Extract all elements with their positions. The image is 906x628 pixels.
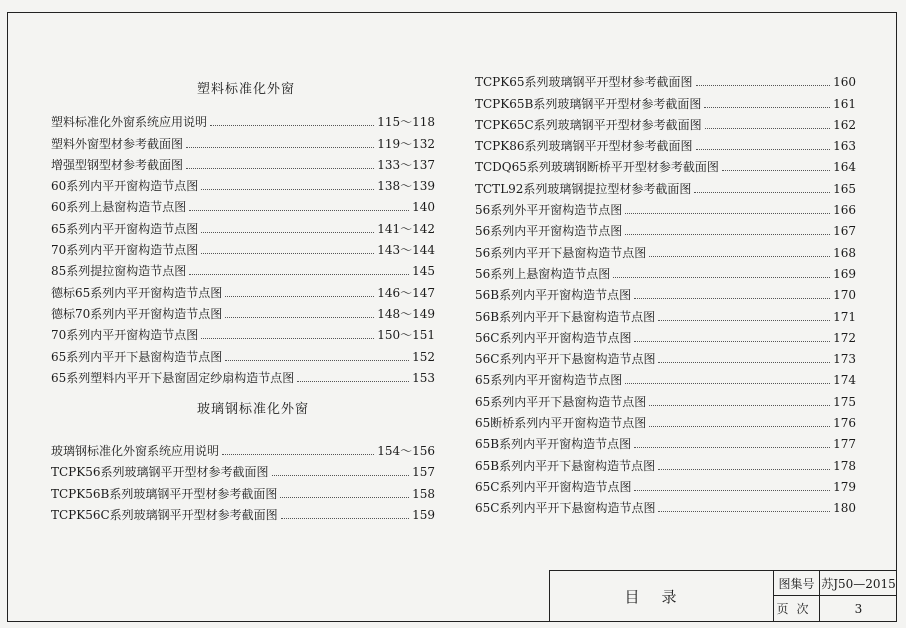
toc-entry-title: 65系列内平开下悬窗构造节点图 — [475, 394, 647, 409]
toc-entry-page: 158 — [412, 486, 435, 501]
toc-entry-page: 133～137 — [377, 157, 435, 172]
toc-leader-dots — [658, 511, 830, 512]
toc-entry-page: 145 — [412, 264, 435, 279]
toc-leader-dots — [634, 447, 830, 448]
toc-leader-dots — [634, 490, 830, 491]
toc-entry-page: 143～144 — [377, 243, 435, 258]
toc-entry-title: 塑料标准化外窗系统应用说明 — [51, 115, 208, 130]
toc-entry-title: 56系列上悬窗构造节点图 — [475, 266, 611, 281]
toc-entry-title: 65系列内平开下悬窗构造节点图 — [51, 349, 223, 364]
toc-entry-title: TCPK86系列玻璃钢平开型材参考截面图 — [475, 139, 693, 154]
toc-entry-title: 65B系列内平开窗构造节点图 — [475, 437, 632, 452]
toc-entry-page: 119～132 — [377, 136, 435, 151]
toc-entry-title: TCPK65C系列玻璃钢平开型材参考截面图 — [475, 117, 702, 132]
toc-entry — [475, 451, 856, 472]
toc-leader-dots — [634, 341, 830, 342]
toc-entry — [475, 174, 856, 195]
toc-leader-dots — [189, 210, 409, 211]
toc-left-column — [51, 108, 435, 522]
toc-entry — [475, 409, 856, 430]
toc-entry — [475, 111, 856, 132]
toc-entry-page: 177 — [833, 437, 856, 452]
toc-entry-title: 56B系列内平开下悬窗构造节点图 — [475, 309, 656, 324]
toc-entry-title: 玻璃钢标准化外窗系统应用说明 — [51, 444, 220, 459]
toc-entry-page: 173 — [833, 352, 856, 367]
toc-entry-title: TCPK65系列玻璃钢平开型材参考截面图 — [475, 75, 693, 90]
toc-entry-title: 65系列内平开窗构造节点图 — [51, 221, 199, 236]
toc-entry-page: 161 — [833, 96, 856, 111]
toc-entry — [475, 238, 856, 259]
toc-list-right — [475, 68, 856, 515]
toc-leader-dots — [649, 426, 830, 427]
toc-entry — [51, 342, 435, 363]
toc-leader-dots — [694, 192, 830, 193]
toc-leader-dots — [225, 317, 374, 318]
toc-entry — [475, 217, 856, 238]
toc-entry-title: 60系列上悬窗构造节点图 — [51, 200, 187, 215]
atlas-number-value: 苏J50—2015 — [820, 571, 897, 596]
toc-entry-title: TCPK56C系列玻璃钢平开型材参考截面图 — [51, 508, 278, 523]
toc-entry-title: 塑料外窗型材参考截面图 — [51, 136, 184, 151]
toc-entry — [475, 430, 856, 451]
toc-leader-dots — [613, 277, 830, 278]
toc-entry-title: 65C系列内平开下悬窗构造节点图 — [475, 501, 656, 516]
section-heading-fiberglass: 玻璃钢标准化外窗 — [197, 402, 310, 417]
toc-entry-title: 56B系列内平开窗构造节点图 — [475, 288, 632, 303]
toc-entry-title: TCPK56系列玻璃钢平开型材参考截面图 — [51, 465, 269, 480]
toc-entry-title: 德标70系列内平开窗构造节点图 — [51, 306, 223, 321]
toc-entry-page: 167 — [833, 224, 856, 239]
toc-entry-title: 增强型钢型材参考截面图 — [51, 157, 184, 172]
toc-leader-dots — [201, 232, 374, 233]
toc-list-fiberglass — [51, 437, 435, 522]
toc-entry — [51, 364, 435, 385]
toc-leader-dots — [658, 362, 830, 363]
atlas-number-label: 图集号 — [774, 571, 820, 596]
toc-entry-page: 164 — [833, 160, 856, 175]
toc-entry-page: 172 — [833, 330, 856, 345]
toc-leader-dots — [658, 469, 830, 470]
toc-entry-page: 159 — [412, 508, 435, 523]
toc-list-plastic — [51, 108, 435, 385]
toc-entry — [51, 257, 435, 278]
toc-entry-page: 179 — [833, 479, 856, 494]
toc-leader-dots — [658, 320, 830, 321]
toc-leader-dots — [272, 475, 410, 476]
toc-entry — [51, 236, 435, 257]
toc-entry-page: 166 — [833, 203, 856, 218]
toc-entry-page: 168 — [833, 245, 856, 260]
toc-entry — [475, 68, 856, 89]
toc-leader-dots — [225, 360, 409, 361]
toc-entry — [51, 214, 435, 235]
toc-entry-page: 176 — [833, 416, 856, 431]
toc-leader-dots — [189, 274, 409, 275]
toc-entry — [51, 321, 435, 342]
toc-entry — [475, 196, 856, 217]
toc-leader-dots — [201, 338, 374, 339]
toc-entry-title: 85系列提拉窗构造节点图 — [51, 264, 187, 279]
toc-entry-title: 70系列内平开窗构造节点图 — [51, 328, 199, 343]
page-number-label: 页次 — [774, 596, 820, 621]
toc-entry-page: 165 — [833, 181, 856, 196]
toc-leader-dots — [201, 253, 374, 254]
toc-entry-page: 115～118 — [377, 115, 435, 130]
toc-entry — [51, 278, 435, 299]
toc-leader-dots — [222, 454, 374, 455]
toc-entry-page: 141～142 — [377, 221, 435, 236]
toc-entry — [475, 345, 856, 366]
toc-entry — [51, 458, 435, 479]
toc-entry-page: 152 — [412, 349, 435, 364]
toc-leader-dots — [297, 381, 409, 382]
toc-leader-dots — [210, 125, 374, 126]
toc-leader-dots — [722, 170, 830, 171]
toc-entry-page: 138～139 — [377, 179, 435, 194]
toc-entry-title: 65C系列内平开窗构造节点图 — [475, 479, 632, 494]
toc-entry — [51, 437, 435, 458]
toc-entry-title: 56系列内平开窗构造节点图 — [475, 224, 623, 239]
toc-entry-page: 146～147 — [377, 285, 435, 300]
toc-entry-page: 162 — [833, 117, 856, 132]
toc-leader-dots — [625, 383, 830, 384]
toc-leader-dots — [225, 296, 374, 297]
toc-entry — [475, 473, 856, 494]
toc-entry-title: 70系列内平开窗构造节点图 — [51, 243, 199, 258]
toc-leader-dots — [649, 256, 830, 257]
section-heading-plastic: 塑料标准化外窗 — [197, 82, 296, 97]
toc-entry-title: 56C系列内平开下悬窗构造节点图 — [475, 352, 656, 367]
section-gap — [51, 385, 435, 437]
toc-leader-dots — [280, 497, 409, 498]
toc-entry-page: 163 — [833, 139, 856, 154]
toc-entry — [475, 281, 856, 302]
toc-entry-title: 65系列塑料内平开下悬窗固定纱扇构造节点图 — [51, 370, 295, 385]
toc-entry-title: TCTL92系列玻璃钢提拉型材参考截面图 — [475, 181, 692, 196]
toc-entry-page: 148～149 — [377, 306, 435, 321]
toc-entry-title: 德标65系列内平开窗构造节点图 — [51, 285, 223, 300]
toc-entry — [51, 193, 435, 214]
toc-leader-dots — [201, 189, 374, 190]
toc-entry — [475, 366, 856, 387]
toc-right-column — [475, 68, 856, 515]
toc-entry-title: TCPK56B系列玻璃钢平开型材参考截面图 — [51, 486, 278, 501]
toc-entry-title: 65B系列内平开下悬窗构造节点图 — [475, 458, 656, 473]
toc-entry-page: 175 — [833, 394, 856, 409]
toc-entry-page: 157 — [412, 465, 435, 480]
toc-entry — [475, 260, 856, 281]
toc-entry — [475, 387, 856, 408]
toc-entry-page: 171 — [833, 309, 856, 324]
toc-entry-title: TCPK65B系列玻璃钢平开型材参考截面图 — [475, 96, 702, 111]
toc-leader-dots — [696, 149, 831, 150]
toc-leader-dots — [625, 213, 830, 214]
toc-leader-dots — [281, 518, 409, 519]
toc-leader-dots — [705, 128, 830, 129]
toc-leader-dots — [704, 107, 830, 108]
toc-entry-title: 56系列内平开下悬窗构造节点图 — [475, 245, 647, 260]
toc-entry-title: 56C系列内平开窗构造节点图 — [475, 330, 632, 345]
toc-entry-title: 56系列外平开窗构造节点图 — [475, 203, 623, 218]
toc-entry — [475, 494, 856, 515]
toc-entry — [51, 479, 435, 500]
toc-entry-page: 153 — [412, 370, 435, 385]
toc-leader-dots — [625, 234, 830, 235]
toc-leader-dots — [186, 168, 374, 169]
toc-entry — [475, 324, 856, 345]
toc-entry-page: 170 — [833, 288, 856, 303]
toc-entry-title: 65断桥系列内平开窗构造节点图 — [475, 416, 647, 431]
page-number-value: 3 — [854, 601, 863, 616]
toc-leader-dots — [696, 85, 831, 86]
toc-entry-page: 150～151 — [377, 328, 435, 343]
toc-entry-page: 180 — [833, 501, 856, 516]
toc-leader-dots — [649, 405, 830, 406]
toc-entry-title: 60系列内平开窗构造节点图 — [51, 179, 199, 194]
toc-entry — [51, 151, 435, 172]
toc-entry — [51, 300, 435, 321]
toc-entry-title: TCDQ65系列玻璃钢断桥平开型材参考截面图 — [475, 160, 719, 175]
toc-entry-page: 178 — [833, 458, 856, 473]
toc-entry-page: 160 — [833, 75, 856, 90]
toc-entry — [51, 108, 435, 129]
toc-entry-page: 169 — [833, 266, 856, 281]
toc-leader-dots — [634, 298, 830, 299]
toc-entry — [51, 501, 435, 522]
toc-entry — [51, 129, 435, 150]
toc-entry — [475, 153, 856, 174]
toc-entry-page: 154～156 — [377, 444, 435, 459]
toc-entry-page: 140 — [412, 200, 435, 215]
toc-leader-dots — [186, 147, 374, 148]
toc-entry-page: 174 — [833, 373, 856, 388]
toc-entry-title: 65系列内平开窗构造节点图 — [475, 373, 623, 388]
toc-entry — [475, 89, 856, 110]
title-block-title: 目录 — [550, 571, 774, 621]
toc-entry — [475, 302, 856, 323]
toc-entry — [51, 172, 435, 193]
toc-entry — [475, 132, 856, 153]
title-block — [549, 570, 897, 622]
